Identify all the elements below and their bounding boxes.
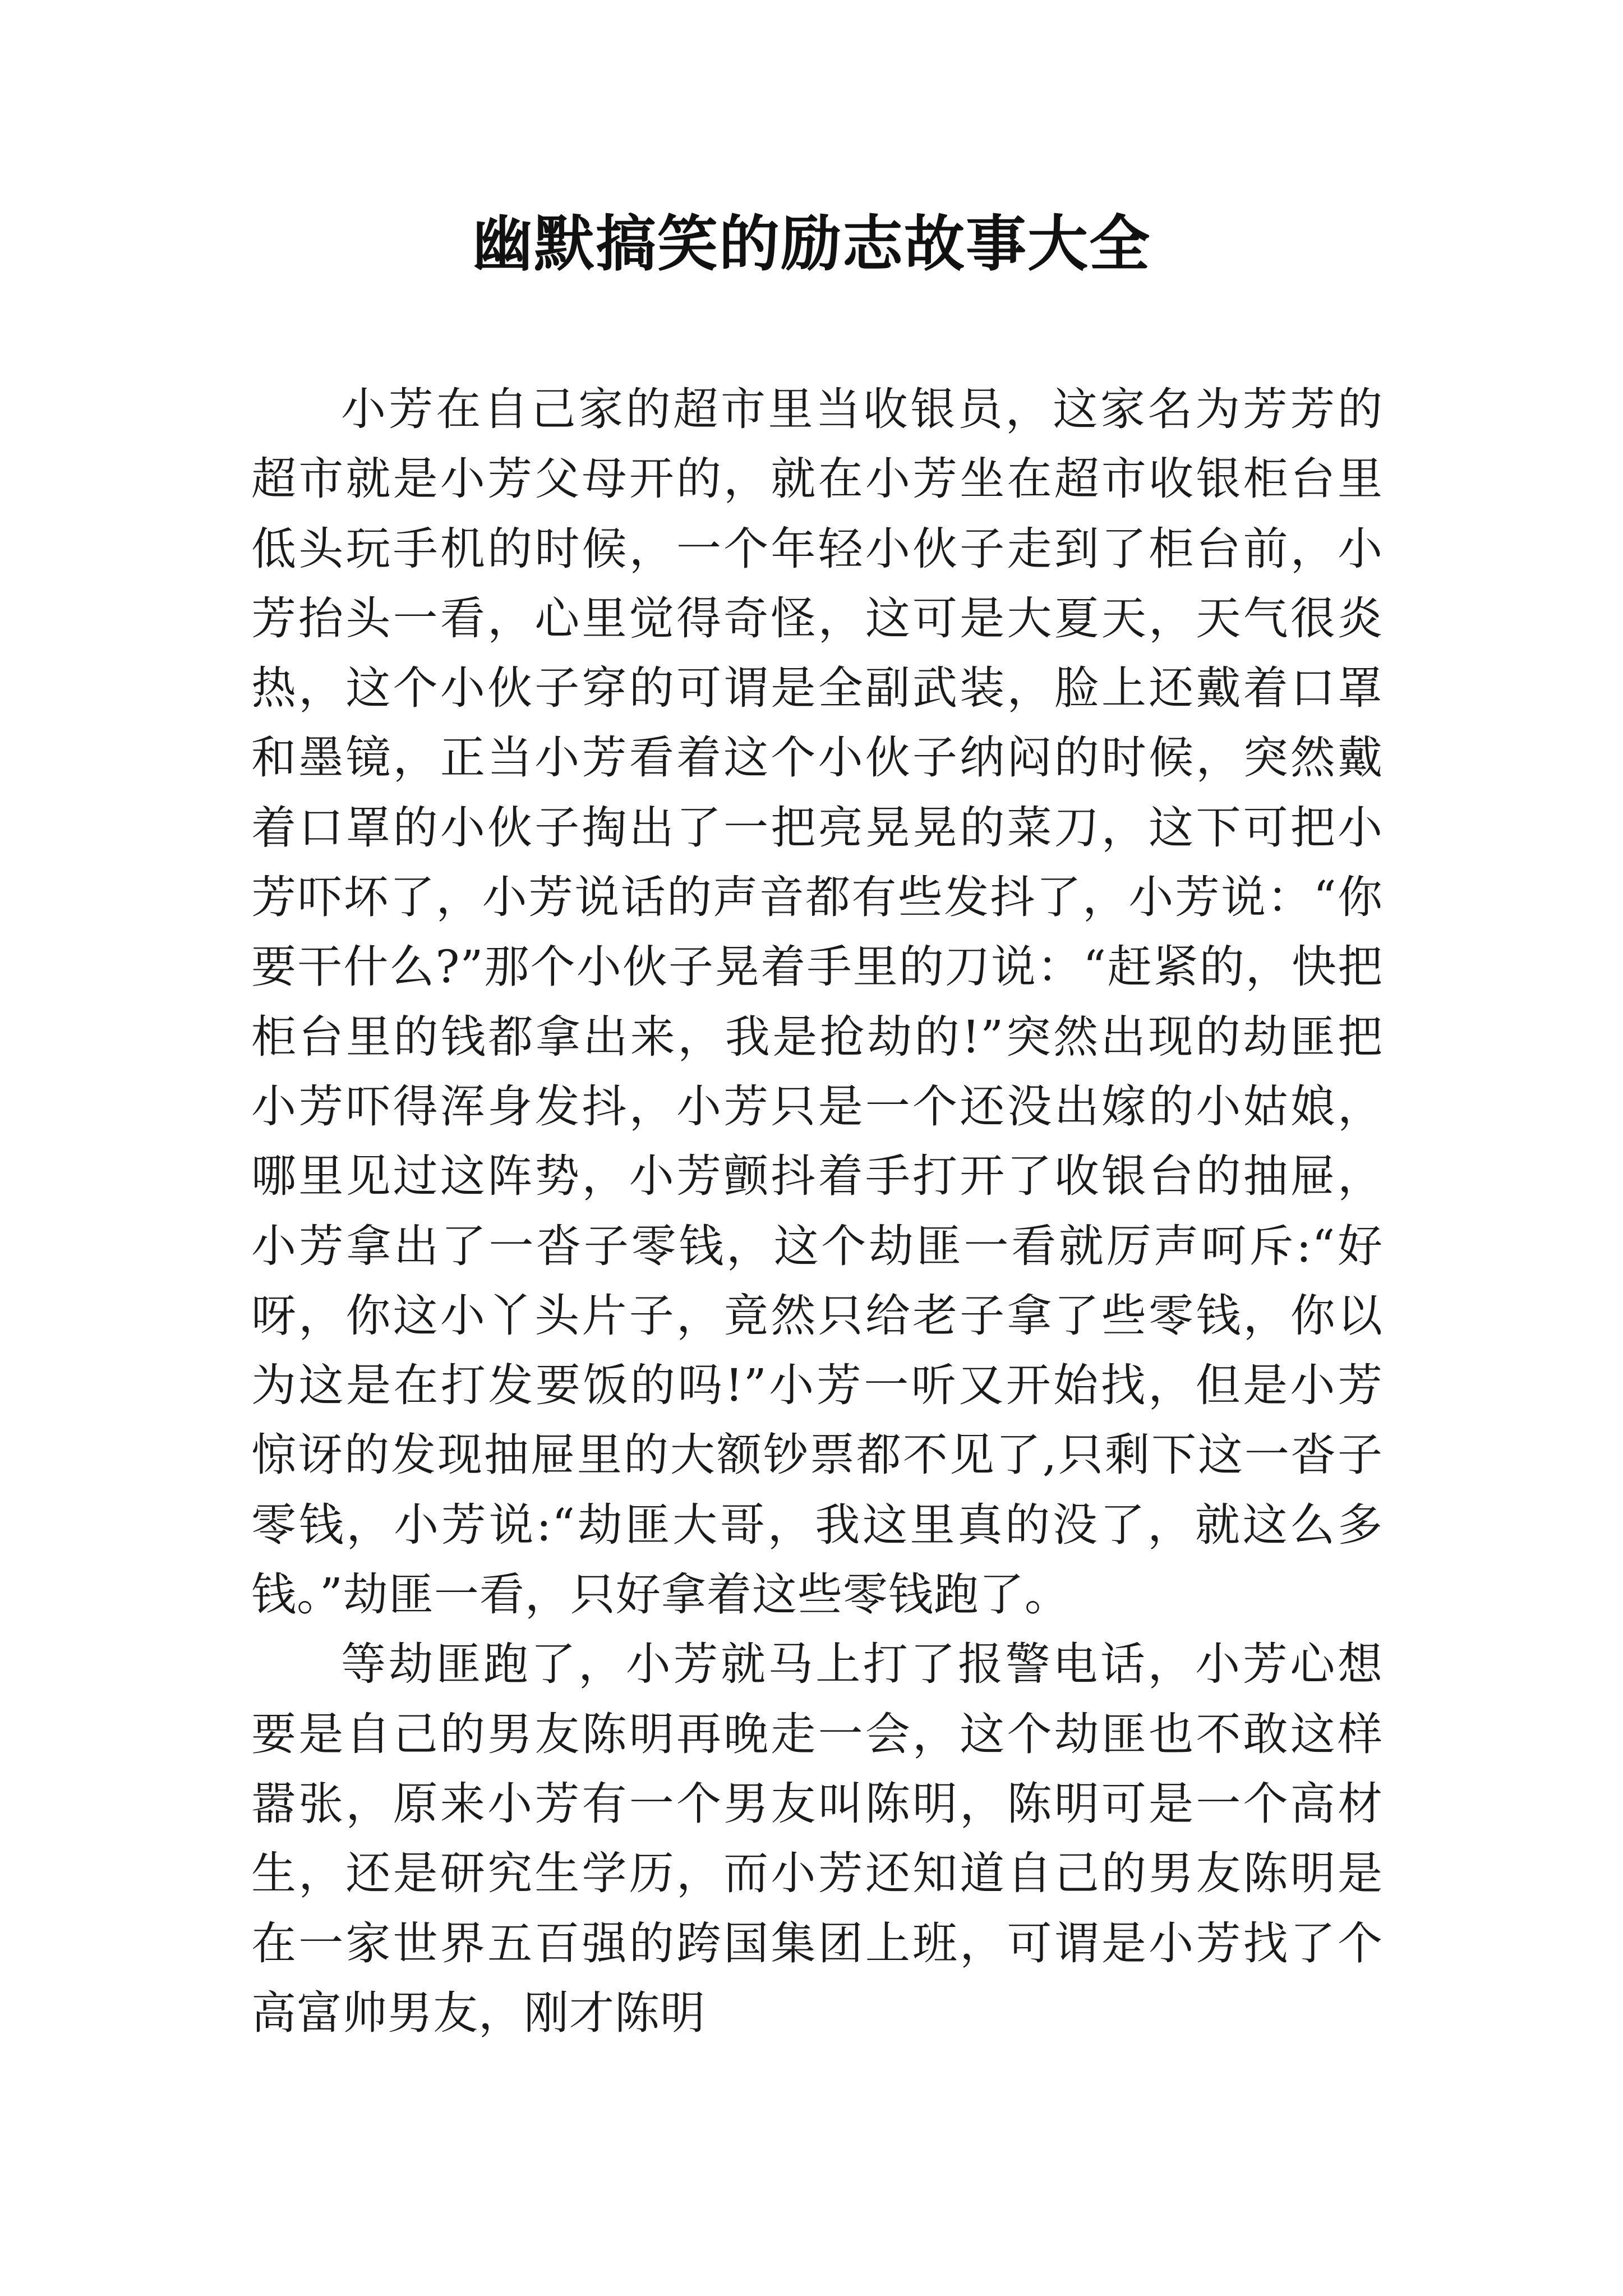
document-title: 幽默搞笑的励志故事大全: [472, 209, 1151, 279]
paragraph: 等劫匪跑了，小芳就马上打了报警电话，小芳心想要是自己的男友陈明再晚走一会，这个劫匪也不敢这样嚣张，原来小芳有一个男友叫陈明，陈明可是一个高材生，还是研究生学历，而小芳还知道自己的男友陈明是在一家世界五百强的跨国集团上班，可谓是小芳找了个高富帅男友，刚才陈明: [251, 1638, 1383, 2039]
document-body: [251, 375, 1383, 2048]
paragraph: 小芳在自己家的超市里当收银员，这家名为芳芳的超市就是小芳父母开的，就在小芳坐在超市收银柜台里低头玩手机的时候，一个年轻小伙子走到了柜台前，小芳抬头一看，心里觉得奇怪，这可是大夏天，天气很炎热，这个小伙子穿的可谓是全副武装，脸上还戴着口罩和墨镜，正当小芳看着这个小伙子纳闷的时候，突然戴着口罩的小伙子掏出了一把亮晃晃的菜刀，这下可把小芳吓坏了，小芳说话的声音都有些发抖了，小芳说：“你要干什么?”那个小伙子晃着手里的刀说：“赶紧的，快把柜台里的钱都拿出来，我是抢劫的!”突然出现的劫匪把小芳吓得浑身发抖，小芳只是一个还没出嫁的小姑娘，哪里见过这阵势，小芳颤抖着手打开了收银台的抽屉，小芳拿出了一沓子零钱，这个劫匪一看就厉声呵斥:“好呀，你这小丫头片子，竟然只给老子拿了些零钱，你以为这是在打发要饭的吗!”小芳一听又开始找，但是小芳惊讶的发现抽屉里的大额钞票都不见了,只剩下这一沓子零钱，小芳说:“劫匪大哥，我这里真的没了，就这么多钱。”劫匪一看，只好拿着这些零钱跑了。: [251, 383, 1383, 1621]
